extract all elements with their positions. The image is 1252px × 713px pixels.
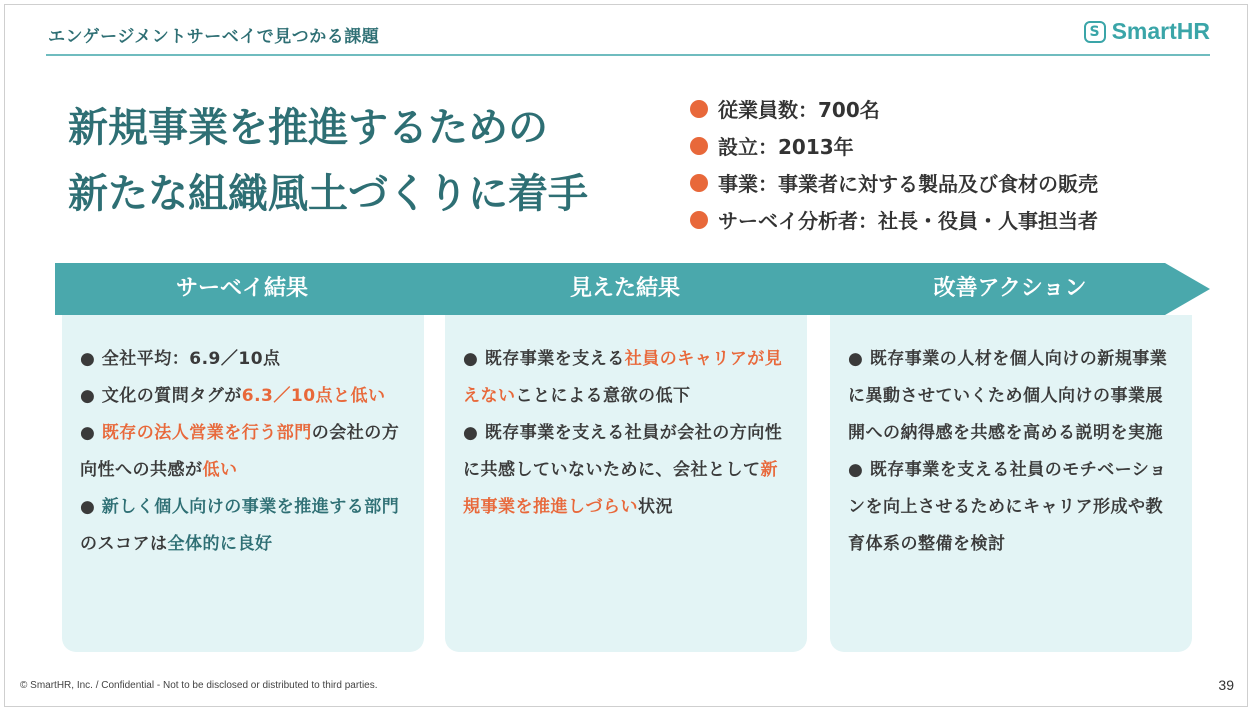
main-title [68,95,668,227]
header-divider [46,54,1210,56]
highlight-text: 新規事業を推進しづらい [463,460,778,517]
text-run: ● 既存事業を支える社員が会社の方向性に共感していないために、会社として [463,423,783,480]
bullet-dot-icon [690,137,708,155]
fact-item [690,164,1098,201]
card-paragraph [80,489,406,563]
fact-item [690,127,1098,164]
smarthr-logo [1084,18,1210,45]
fact-text: 従業員数：700名 [718,98,880,122]
logo-text: SmartHR [1111,18,1210,44]
text-run: ● 既存事業を支える社員のモチベーションを向上させるためにキャリア形成や教育体系の整備を検討 [848,460,1167,554]
text-run: ● [80,497,102,517]
card-findings [445,315,807,652]
confidential-notice: © SmartHR, Inc. / Confidential - Not to be disclosed or distributed to third parties. [20,680,378,691]
highlight-text: 低い [202,460,238,480]
main-title-line-1: 新規事業を推進するための [68,105,548,151]
column-title-improvement-actions: 改善アクション [933,276,1087,301]
card-paragraph [463,415,789,526]
bullet-dot-icon [690,100,708,118]
column-title-findings: 見えた結果 [569,276,680,301]
fact-text: サーベイ分析者：社長・役員・人事担当者 [718,209,1098,233]
bullet-dot-icon [690,211,708,229]
card-paragraph [848,452,1174,563]
card-paragraph [463,341,789,415]
fact-item [690,90,1098,127]
text-run: ことによる意欲の低下 [515,386,691,406]
page-number: 39 [1218,677,1234,693]
highlight-text: 新しく個人向けの事業を推進する部門 [101,497,400,517]
column-title-survey-results: サーベイ結果 [175,276,308,301]
smarthr-logo-icon: S [1084,21,1106,43]
text-run: のスコアは [80,534,168,554]
highlight-text: 社員のキャリアが見えない [463,349,783,406]
text-run: ● 全社平均：6.9／10点 [80,349,281,369]
card-paragraph [80,378,406,415]
highlight-text: 6.3／10点と低い [241,386,386,406]
highlight-text: 既存の法人営業を行う部門 [101,423,312,443]
text-run: の会社の方向性への共感が [80,423,400,480]
main-title-line-2: 新たな組織風土づくりに着手 [68,171,588,217]
card-paragraph [80,415,406,489]
text-run: 状況 [638,497,673,517]
fact-text: 事業：事業者に対する製品及び食材の販売 [718,172,1098,196]
highlight-text: 全体的に良好 [167,534,273,554]
bullet-dot-icon [690,174,708,192]
fact-item [690,201,1098,238]
card-paragraph [848,341,1174,452]
text-run: ● 既存事業の人材を個人向けの新規事業に異動させていくため個人向けの事業展開への納得感を共感を高める説明を実施 [848,349,1168,443]
card-paragraph [80,341,406,378]
fact-text: 設立：2013年 [718,135,854,159]
card-survey-results [62,315,424,652]
company-facts [690,90,1098,238]
text-run: ● 文化の質問タグが [80,386,242,406]
card-improvement-actions [830,315,1192,652]
header-title: エンゲージメントサーベイで見つかる課題 [48,27,380,47]
text-run: ● [80,423,102,443]
text-run: ● 既存事業を支える [463,349,625,369]
